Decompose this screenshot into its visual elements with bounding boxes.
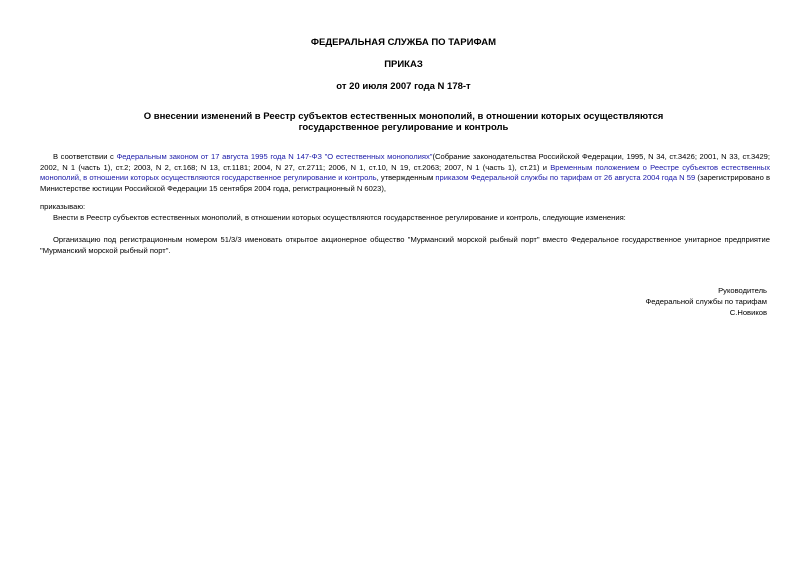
federal-law-link[interactable]: Федеральным законом от 17 августа 1995 года N 147-ФЗ "О естественных монополиях"	[116, 152, 433, 161]
fst-order-link[interactable]: приказом Федеральной службы по тарифам от 26 августа 2004 года N 59	[435, 173, 696, 183]
temporary-regulation-link[interactable]: Временным положением о Реестре субъектов естественных монополий, в отношении которых осуществляются государственное регулирование и контроль	[40, 162, 770, 183]
signature-agency: Федеральной службы по тарифам	[645, 297, 767, 307]
preamble-text-4: (зарегистрировано в Министерстве юстиции Российской Федерации 15 сентября 2004 года, регистрационный N 6023),	[40, 173, 770, 193]
preamble-text-2: (Собрание законодательства Российской Федерации, 1995, N 34, ст.3426; 2001, N 33, ст.3429; 2002, N 1 (часть 1), ст.2; 2003, N 2, ст.168; N 13, ст.1181; 2004, N 27, ст.2711; 2006, N 1, ст.10, N 19, ст.2063; 2007, N 1 (часть 1), ст.21) и	[40, 152, 770, 172]
preamble-paragraph	[40, 152, 770, 194]
document-title-line-2: государственное регулирование и контроль	[298, 122, 509, 133]
order-word: приказываю:	[40, 202, 86, 211]
agency-heading: ФЕДЕРАЛЬНАЯ СЛУЖБА ПО ТАРИФАМ	[310, 37, 497, 48]
signature-position: Руководитель	[718, 286, 767, 295]
document-title-line-1: О внесении изменений в Реестр субъектов естественных монополий, в отношении которых осуществляются	[143, 111, 664, 122]
doc-type-heading: ПРИКАЗ	[384, 59, 423, 70]
date-number-heading: от 20 июля 2007 года N 178-т	[336, 81, 471, 92]
signature-name: С.Новиков	[729, 308, 767, 318]
clause-2: Организацию под регистрационным номером 51/3/3 именовать открытое акционерное общество "Мурманский морской рыбный порт" вместо Федеральное государственное унитарное предприятие "Мурманский морской рыбный порт".	[40, 235, 770, 255]
preamble-text-1: В соответствии с	[53, 152, 117, 161]
clause-1: Внести в Реестр субъектов естественных монополий, в отношении которых осуществляются государственное регулирование и контроль, следующие изменения:	[53, 213, 626, 222]
preamble-text-3: , утвержденным	[376, 173, 436, 183]
signature-block	[567, 285, 767, 319]
